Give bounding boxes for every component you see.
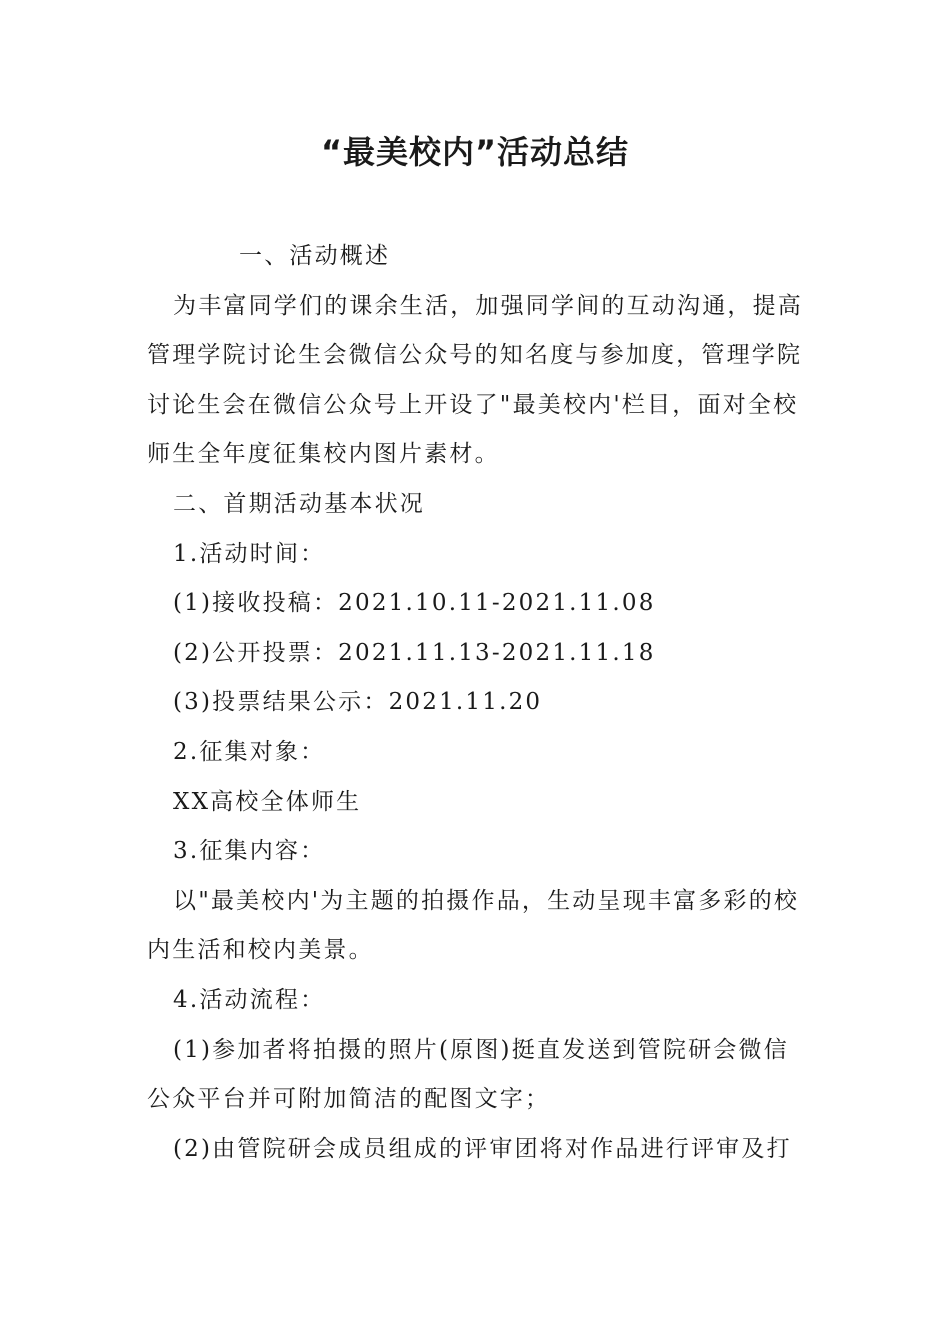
item-content: 3.征集内容： [173, 838, 326, 865]
document-body [147, 232, 807, 1174]
item-target-audience: 2.征集对象： [173, 738, 326, 765]
item-process-step-2: (2)由管院研会成员组成的评审团将对作品进行评审及打 [173, 1135, 792, 1162]
item-process: 4.活动流程： [173, 986, 326, 1013]
paragraph-target-audience: XX高校全体师生 [173, 788, 362, 815]
item-result-date: (3)投票结果公示：2021.11.20 [173, 689, 543, 716]
paragraph-content: 以"最美校内'为主题的拍摄作品，生动呈现丰富多彩的校内生活和校内美景。 [147, 887, 800, 964]
item-submission-period: (1)接收投稿：2021.10.11-2021.11.08 [173, 590, 656, 617]
item-voting-period: (2)公开投票：2021.11.13-2021.11.18 [173, 639, 656, 666]
section-heading-overview: 一、活动概述 [239, 243, 391, 269]
document-title: “最美校内”活动总结 [320, 133, 630, 171]
item-activity-time: 1.活动时间： [173, 540, 326, 567]
section-heading-basic-status: 二、首期活动基本状况 [173, 490, 425, 517]
paragraph-overview: 为丰富同学们的课余生活，加强同学间的互动沟通，提高管理学院讨论生会微信公众号的知名度与参加度，管理学院讨论生会在微信公众号上开设了"最美校内'栏目，面对全校师生全年度征集校内图片素材。 [147, 292, 803, 468]
item-process-step-1: (1)参加者将拍摄的照片(原图)挺直发送到管院研会微信公众平台并可附加简洁的配图文字； [147, 1036, 789, 1113]
